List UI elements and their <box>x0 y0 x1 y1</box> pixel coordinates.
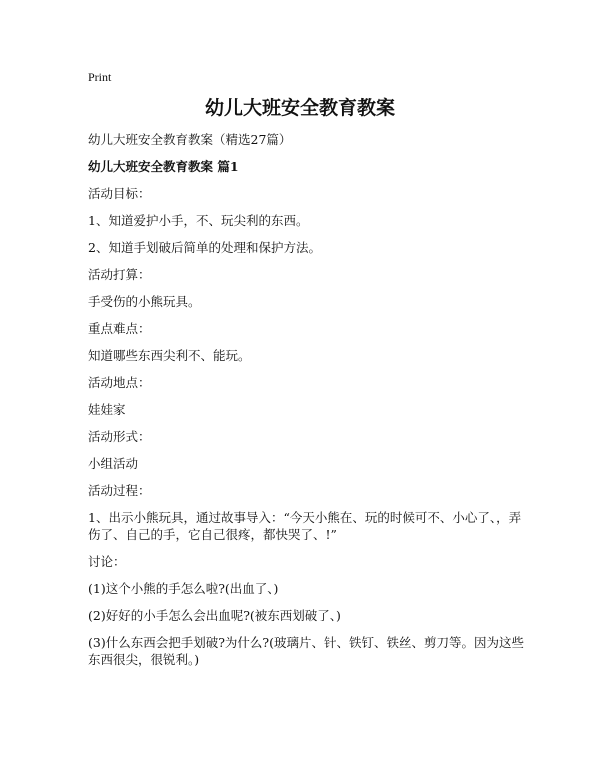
paragraph-activity-goal-heading: 活动目标： <box>88 186 151 201</box>
paragraph-process-1: 1、出示小熊玩具，通过故事导入：“今天小熊在、玩的时候可不、小心了、，弄伤了、自己的手，它自己很疼，都快哭了、!” <box>88 510 522 542</box>
paragraph-format: 小组活动 <box>88 456 139 471</box>
paragraph-key-points: 知道哪些东西尖利不、能玩。 <box>88 348 251 363</box>
paragraph-process-heading: 活动过程： <box>88 483 151 498</box>
document-subtitle: 幼儿大班安全教育教案（精选27篇） <box>88 132 292 147</box>
document-body <box>88 131 524 678</box>
paragraph-preparation-heading: 活动打算： <box>88 267 151 282</box>
paragraph-location: 娃娃家 <box>88 402 126 417</box>
paragraph-discussion-heading: 讨论： <box>88 554 126 569</box>
paragraph-key-points-heading: 重点难点： <box>88 321 151 336</box>
paragraph-discussion-3: (3)什么东西会把手划破?为什么?(玻璃片、针、铁钉、铁丝、剪刀等。因为这些东西很尖，很锐利。) <box>88 635 524 667</box>
paragraph-discussion-1: (1)这个小熊的手怎么啦?(出血了、) <box>88 581 279 596</box>
document-title: 幼儿大班安全教育教案 <box>204 97 395 119</box>
paragraph-goal-1: 1、知道爱护小手，不、玩尖利的东西。 <box>88 213 309 228</box>
paragraph-format-heading: 活动形式： <box>88 429 151 444</box>
section-heading: 幼儿大班安全教育教案 篇1 <box>88 159 239 174</box>
paragraph-location-heading: 活动地点： <box>88 375 151 390</box>
print-label: Print <box>88 70 112 84</box>
paragraph-discussion-2: (2)好好的小手怎么会出血呢?(被东西划破了、) <box>88 608 341 623</box>
paragraph-goal-2: 2、知道手划破后简单的处理和保护方法。 <box>88 240 321 255</box>
paragraph-preparation: 手受伤的小熊玩具。 <box>88 294 201 309</box>
